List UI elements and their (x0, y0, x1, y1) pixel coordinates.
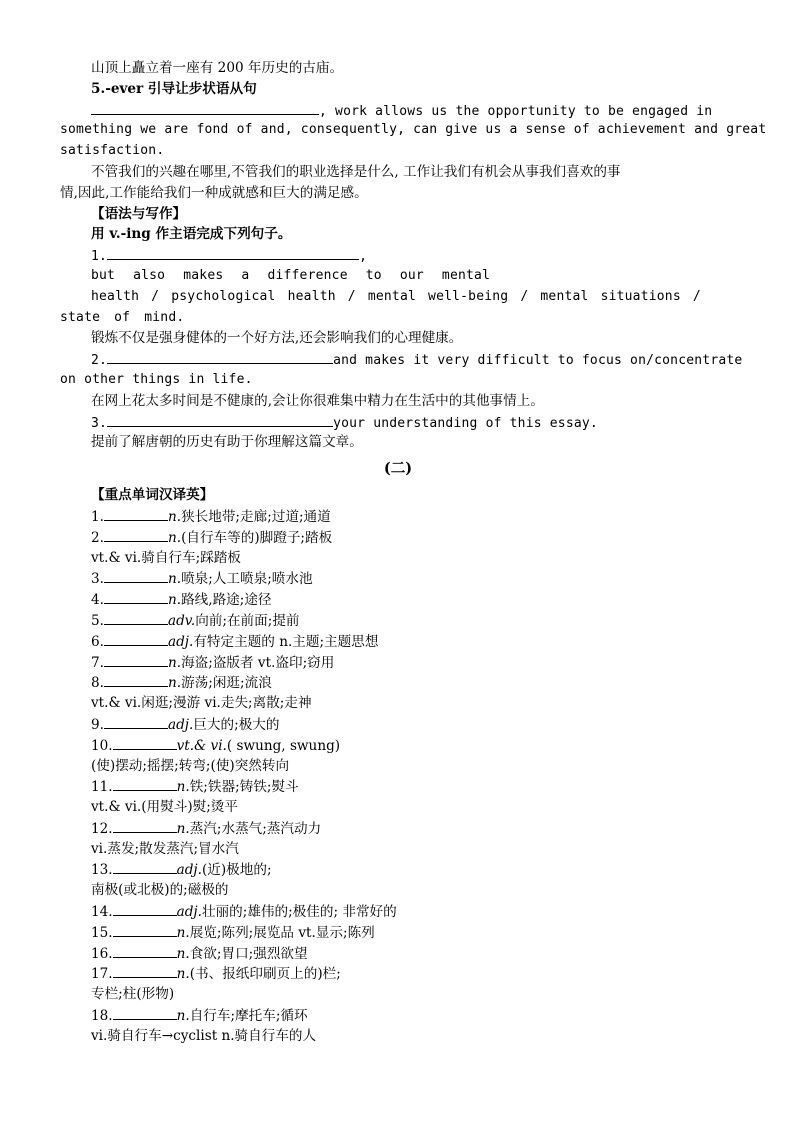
answer-blank[interactable] (113, 735, 177, 750)
part-of-speech: adj. (167, 716, 194, 733)
part-of-speech: adj. (176, 862, 202, 879)
exercise-line: state of mind. (60, 309, 185, 325)
answer-blank[interactable] (113, 859, 177, 874)
answer-blank[interactable] (107, 349, 333, 364)
vocab-number: 5. (91, 612, 104, 629)
answer-blank[interactable] (113, 1005, 177, 1020)
vocab-number: 10. (91, 737, 113, 754)
part-of-speech: n. (167, 675, 182, 692)
answer-blank[interactable] (107, 412, 333, 427)
answer-blank[interactable] (113, 922, 177, 937)
exercise-line: health / psychological health / mental well-being / mental situations / (91, 288, 701, 304)
vocab-subline: vi.蒸发;散发蒸汽;冒水汽 (91, 840, 239, 857)
grammar-writing-heading: 【语法与写作】 (91, 205, 187, 222)
answer-blank[interactable] (113, 901, 177, 916)
vocab-item (60, 631, 736, 652)
vocab-meaning: 喷泉;人工喷泉;喷水池 (181, 571, 313, 588)
part-of-speech: n. (176, 779, 190, 796)
vocab-item (60, 589, 736, 610)
vocab-number: 3. (91, 571, 104, 588)
translation-line: 锻炼不仅是强身健体的一个好方法,还会影响我们的心理健康。 (91, 330, 463, 347)
vocab-item (60, 776, 736, 797)
part-of-speech: vt.& vi. (176, 737, 227, 754)
vocab-number: 14. (91, 904, 113, 921)
answer-blank[interactable] (104, 714, 168, 729)
answer-blank[interactable] (104, 506, 168, 521)
vocab-number: 8. (91, 675, 104, 692)
vocab-number: 4. (91, 592, 104, 609)
vocab-meaning: 自行车;摩托车;循环 (189, 1008, 308, 1025)
answer-blank[interactable] (113, 943, 177, 958)
vocab-number: 1. (91, 508, 104, 525)
vocab-item (60, 859, 736, 880)
answer-blank[interactable] (104, 652, 168, 667)
answer-blank[interactable] (113, 776, 177, 791)
vocab-meaning: 展览;陈列;展览品 vt.显示;陈列 (189, 924, 375, 941)
exercise-line: but also makes a difference to our mental (91, 267, 491, 283)
part-of-speech: adj. (176, 904, 202, 921)
exercise-number: 3. (91, 415, 108, 431)
vocab-number: 12. (91, 820, 113, 837)
example-sentence-line (60, 100, 736, 121)
vocab-list (60, 506, 736, 1047)
vocab-item (60, 610, 736, 631)
part-of-speech: adj. (167, 633, 194, 650)
vocab-item (60, 922, 736, 943)
vocab-meaning: 路线,路途;途径 (181, 592, 272, 609)
answer-blank[interactable] (107, 245, 359, 260)
vocab-meaning: (书、报纸印刷页上的)栏; (189, 966, 341, 983)
part-of-speech: n. (167, 571, 182, 588)
instruction-text: 用 v.-ing 作主语完成下列句子。 (91, 226, 292, 243)
translation-line: 在网上花太多时间是不健康的,会让你很难集中精力在生活中的其他事情上。 (91, 392, 544, 409)
vocab-item (60, 901, 736, 922)
vocab-item (60, 527, 736, 548)
vocab-item (60, 506, 736, 527)
answer-blank[interactable] (104, 610, 168, 625)
exercise-line-2 (60, 349, 743, 370)
vocab-meaning: (近)极地的; (201, 862, 272, 879)
vocab-meaning: 食欲;胃口;强烈欲望 (189, 945, 308, 962)
vocab-number: 6. (91, 633, 104, 650)
vocab-subline: (使)摆动;摇摆;转弯;(使)突然转向 (91, 757, 290, 774)
exercise-number: 1. (91, 249, 108, 265)
part-of-speech: adv. (167, 612, 196, 629)
vocab-number: 15. (91, 924, 113, 941)
vocab-number: 16. (91, 945, 113, 962)
vocab-meaning: 向前;在前面;提前 (195, 612, 300, 629)
vocab-number: 18. (91, 1008, 113, 1025)
part-of-speech: n. (176, 924, 190, 941)
document-page (60, 58, 767, 1047)
vocab-item (60, 963, 736, 984)
vocab-subline: vt.& vi.闲逛;漫游 vi.走失;离散;走神 (91, 695, 312, 712)
vocab-meaning: 有特定主题的 n.主题;主题思想 (193, 633, 379, 650)
vocab-meaning: 巨大的;极大的 (193, 716, 280, 733)
part-of-speech: n. (176, 1008, 190, 1025)
translation-line: 提前了解唐朝的历史有助于你理解这篇文章。 (91, 434, 363, 451)
part-of-speech: n. (167, 529, 182, 546)
part-of-speech: n. (167, 592, 182, 609)
translation-line: 山顶上矗立着一座有 200 年历史的古庙。 (91, 60, 344, 76)
vocab-meaning: 蒸汽;水蒸气;蒸汽动力 (189, 820, 322, 837)
vocab-subline: vt.& vi.(用熨斗)熨;烫平 (91, 799, 238, 816)
answer-blank[interactable] (113, 818, 177, 833)
answer-blank[interactable] (113, 963, 177, 978)
vocab-meaning: 壮丽的;雄伟的;极佳的; 非常好的 (201, 904, 397, 921)
answer-blank[interactable] (91, 100, 319, 115)
part-of-speech: n. (176, 820, 190, 837)
answer-blank[interactable] (104, 672, 168, 687)
translation-line: 不管我们的兴趣在哪里,不管我们的职业选择是什么, 工作让我们有机会从事我们喜欢的事 (91, 163, 621, 180)
sentence-text: , (359, 249, 368, 265)
vocab-number: 17. (91, 966, 113, 983)
vocab-meaning: 游荡;闲逛;流浪 (181, 675, 272, 692)
vocab-item (60, 943, 736, 964)
vocab-title: 【重点单词汉译英】 (91, 487, 214, 504)
vocab-item (60, 672, 736, 693)
vocab-item (60, 735, 736, 756)
vocab-number: 13. (91, 862, 113, 879)
vocab-meaning: 海盗;盗版者 vt.盗印;窃用 (181, 654, 335, 671)
sentence-text: and makes it very difficult to focus on/concentrate (333, 353, 743, 369)
translation-line: 情,因此,工作能给我们一种成就感和巨大的满足感。 (60, 184, 368, 201)
example-sentence-line: something we are fond of and, consequently, can give us a sense of achievement and great (60, 122, 767, 138)
vocab-meaning: 狭长地带;走廊;过道;通道 (181, 508, 331, 525)
answer-blank[interactable] (104, 589, 168, 604)
vocab-meaning: (自行车等的)脚蹬子;踏板 (181, 529, 333, 546)
grammar-point-heading: 5.-ever 引导让步状语从句 (91, 80, 257, 97)
vocab-number: 7. (91, 654, 104, 671)
vocab-item (60, 1005, 736, 1026)
vocab-item (60, 568, 736, 589)
vocab-number: 11. (91, 779, 113, 796)
part-of-speech: n. (167, 654, 182, 671)
vocab-subline: 南极(或北极)的;磁极的 (91, 882, 229, 899)
vocab-number: 2. (91, 529, 104, 546)
exercise-line-3 (60, 412, 736, 433)
exercise-number: 2. (91, 353, 108, 369)
vocab-subline: 专栏;柱(形物) (91, 986, 175, 1003)
part-of-speech: n. (167, 508, 182, 525)
sentence-text: your understanding of this essay. (333, 415, 598, 431)
vocab-subline: vt.& vi.骑自行车;踩踏板 (91, 549, 241, 566)
vocab-meaning: 铁;铁器;铸铁;熨斗 (189, 779, 299, 796)
exercise-line-1 (60, 245, 736, 266)
section-heading: (二) (383, 460, 413, 478)
vocab-meaning: ( swung, swung) (226, 737, 341, 754)
part-of-speech: n. (176, 966, 190, 983)
vocab-subline: vi.骑自行车→cyclist n.骑自行车的人 (91, 1027, 317, 1044)
answer-blank[interactable] (104, 568, 168, 583)
exercise-line: on other things in life. (60, 371, 253, 387)
vocab-item (60, 714, 736, 735)
answer-blank[interactable] (104, 527, 168, 542)
example-sentence-line: satisfaction. (60, 143, 165, 159)
part-of-speech: n. (176, 945, 190, 962)
vocab-number: 9. (91, 716, 104, 733)
vocab-item (60, 652, 736, 673)
vocab-item (60, 818, 736, 839)
sentence-text: , work allows us the opportunity to be engaged in (319, 103, 713, 119)
answer-blank[interactable] (104, 631, 168, 646)
